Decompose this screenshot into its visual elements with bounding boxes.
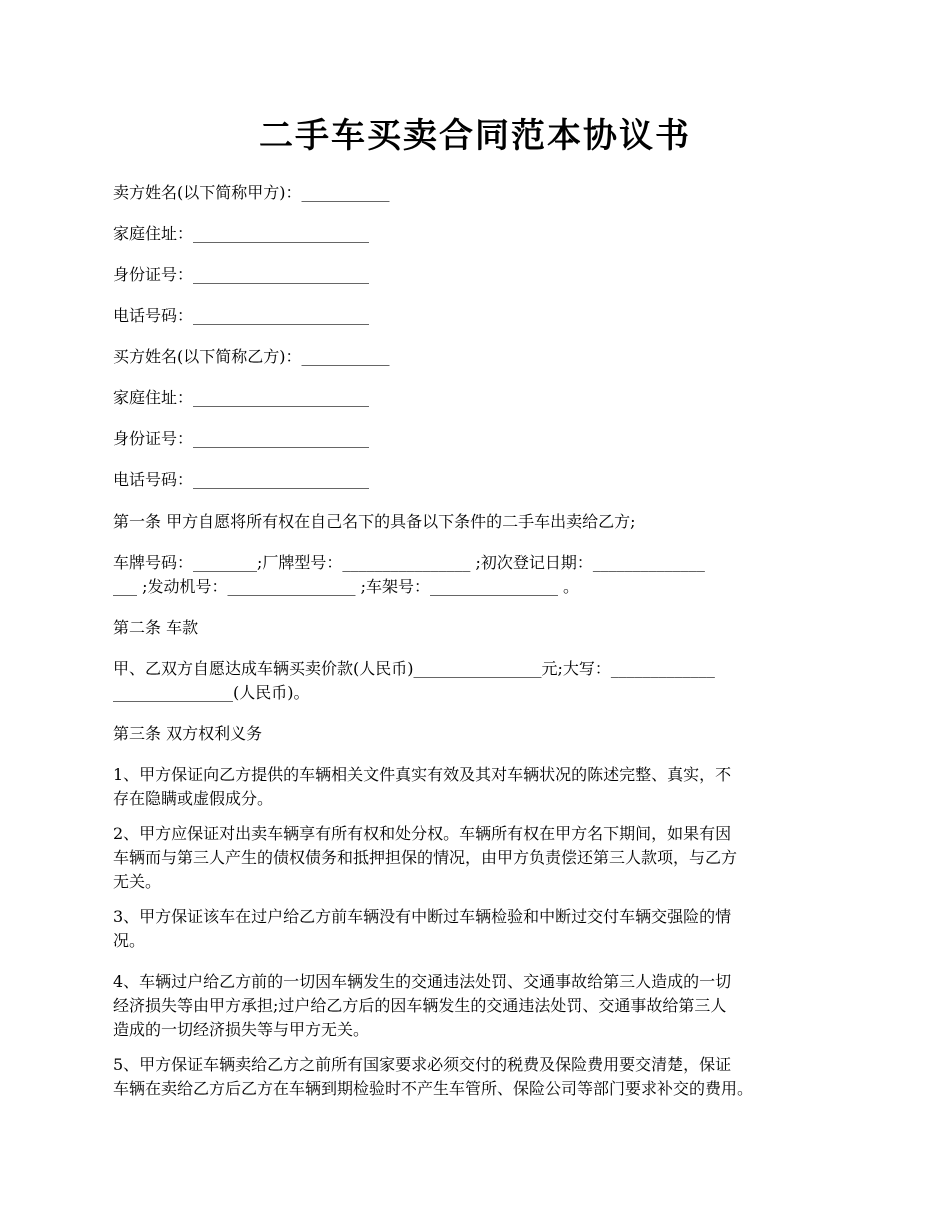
clause-3 (113, 905, 853, 953)
clause-1-line-1: 1、甲方保证向乙方提供的车辆相关文件真实有效及其对车辆状况的陈述完整、真实，不 (113, 765, 732, 784)
clause-4 (113, 970, 853, 1042)
clause-2-line-1: 2、甲方应保证对出卖车辆享有所有权和处分权。车辆所有权在甲方名下期间，如果有因 (113, 824, 732, 843)
article2-price-line-1: 甲、乙双方自愿达成车辆买卖价款(人民币)________________元;大写：_____________ (113, 659, 715, 678)
article1-vehicle-line-1: 车牌号码：________;厂牌型号：________________ ;初次登记日期：______________ (113, 553, 705, 572)
article1-vehicle-line-2: ___ ;发动机号：________________ ;车架号：________________ 。 (113, 577, 580, 596)
seller-address-line: 家庭住址：______________________ (113, 224, 370, 243)
article2-heading: 第二条 车款 (113, 618, 199, 637)
seller-name-line: 卖方姓名(以下简称甲方)：___________ (113, 183, 390, 202)
clause-4-line-3: 造成的一切经济损失等与甲方无关。 (113, 1020, 370, 1039)
seller-id-line: 身份证号：______________________ (113, 265, 370, 284)
clause-2-line-3: 无关。 (113, 872, 162, 891)
seller-phone-line: 电话号码：______________________ (113, 306, 370, 325)
buyer-id-line: 身份证号：______________________ (113, 429, 370, 448)
buyer-phone-line: 电话号码：______________________ (113, 470, 370, 489)
buyer-name-line: 买方姓名(以下简称乙方)：___________ (113, 347, 390, 366)
clause-5 (113, 1053, 853, 1101)
document-page (113, 0, 853, 1230)
buyer-address-line: 家庭住址：______________________ (113, 388, 370, 407)
clause-3-line-1: 3、甲方保证该车在过户给乙方前车辆没有中断过车辆检验和中断过交付车辆交强险的情 (113, 907, 732, 926)
clause-4-line-2: 经济损失等由甲方承担;过户给乙方后的因车辆发生的交通违法处罚、交通事故给第三人 (113, 996, 727, 1015)
clause-5-line-1: 5、甲方保证车辆卖给乙方之前所有国家要求必须交付的税费及保险费用要交清楚，保证 (113, 1055, 732, 1074)
clause-1-line-2: 存在隐瞒或虚假成分。 (113, 789, 274, 808)
clause-3-line-2: 况。 (113, 931, 146, 950)
clause-5-line-2: 车辆在卖给乙方后乙方在车辆到期检验时不产生车管所、保险公司等部门要求补交的费用。 (113, 1079, 754, 1098)
clause-2-line-2: 车辆而与第三人产生的债权债务和抵押担保的情况，由甲方负责偿还第三人款项，与乙方 (113, 848, 738, 867)
clause-4-line-1: 4、车辆过户给乙方前的一切因车辆发生的交通违法处罚、交通事故给第三人造成的一切 (113, 972, 732, 991)
article1-heading: 第一条 甲方自愿将所有权在自己名下的具备以下条件的二手车出卖给乙方; (113, 512, 636, 531)
article2-price-line-2: _______________(人民币)。 (113, 683, 310, 702)
clause-1 (113, 763, 853, 811)
clause-2 (113, 822, 853, 894)
article3-heading: 第三条 双方权利义务 (113, 724, 263, 743)
document-title: 二手车买卖合同范本协议书 (259, 116, 691, 156)
